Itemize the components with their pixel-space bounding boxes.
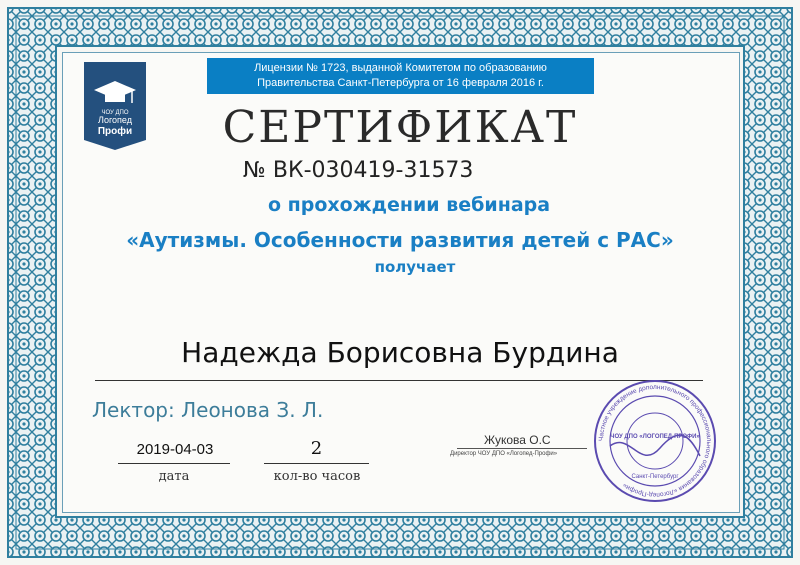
license-line-2: Правительства Санкт-Петербурга от 16 февраля 2016 г. — [257, 77, 544, 89]
svg-text:ЧОУ ДПО «ЛОГОПЕД-ПРОФИ»: ЧОУ ДПО «ЛОГОПЕД-ПРОФИ» — [610, 434, 700, 440]
director-signature: Жукова О.С — [484, 433, 551, 447]
hours-label: кол-во часов — [273, 469, 361, 484]
date-label: дата — [158, 469, 190, 484]
license-line-1: Лицензии № 1723, выданной Комитетом по образованию — [254, 62, 547, 74]
subtitle-about: о прохождении вебинара — [267, 194, 551, 216]
lecturer: Лектор: Леонова З. Л. — [92, 398, 324, 422]
license-banner — [207, 58, 594, 94]
certificate-number: № ВК-030419-31573 — [243, 158, 474, 183]
svg-text:Логопед: Логопед — [98, 115, 132, 125]
svg-text:ЧОУ ДПО: ЧОУ ДПО — [101, 110, 129, 116]
date-underline — [118, 463, 230, 464]
course-title: «Аутизмы. Особенности развития детей с РАС» — [126, 228, 674, 252]
signature-line — [457, 448, 587, 449]
date-value: 2019-04-03 — [136, 441, 214, 458]
receives-label: получает — [374, 258, 456, 276]
director-title: Директор ЧОУ ДПО «Логопед-Профи» — [450, 451, 558, 457]
certificate-title: СЕРТИФИКАТ — [222, 102, 578, 153]
svg-text:Санкт-Петербург: Санкт-Петербург — [631, 474, 679, 480]
seal-stamp — [590, 376, 720, 506]
hours-underline — [264, 463, 369, 464]
svg-text:Частное учреждение дополнитель: Частное учреждение дополнительного профессионального образования «Логопед-Профи» — [597, 383, 713, 499]
svg-text:Профи: Профи — [97, 126, 133, 137]
recipient-name: Надежда Борисовна Бурдина — [181, 336, 619, 369]
hours-value: 2 — [310, 438, 323, 459]
